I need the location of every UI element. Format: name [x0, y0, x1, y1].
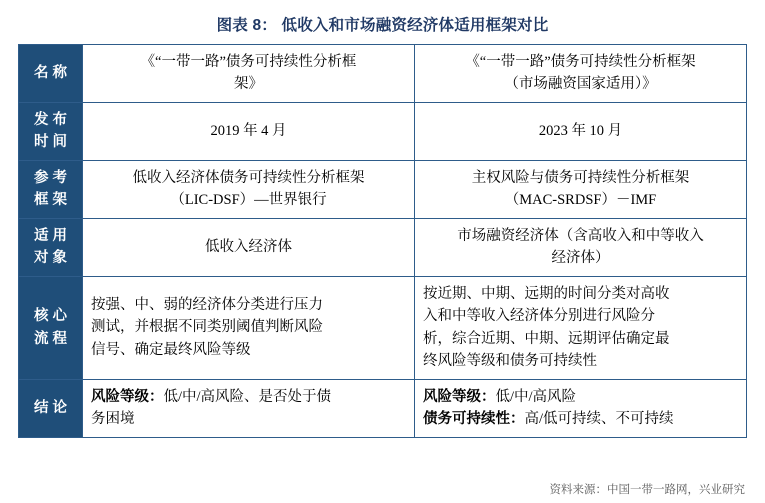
conclusion-line [423, 386, 738, 408]
row-header-name: 名称 [19, 45, 83, 103]
conclusion-label: 风险等级： [423, 388, 496, 405]
table-row [19, 276, 747, 379]
table-row [19, 218, 747, 276]
cell-applicable-object-mac: 市场融资经济体（含高收入和中等收入 经济体） [415, 218, 747, 276]
comparison-table [18, 44, 747, 438]
conclusion-text: 低/中/高风险、是否处于债 [163, 388, 332, 405]
cell-core-process-lic: 按强、中、弱的经济体分类进行压力 测试，并根据不同类别阈值判断风险 信号、确定最终风险等级 [83, 276, 415, 379]
table-row [19, 160, 747, 218]
row-header-core-process: 核心 流程 [19, 276, 83, 379]
conclusion-line [423, 408, 738, 430]
conclusion-text: 务困境 [91, 411, 135, 428]
cell-conclusion-mac [415, 379, 747, 437]
table-row [19, 102, 747, 160]
figure-title: 图表 8： 低收入和市场融资经济体适用框架对比 [216, 17, 549, 34]
row-header-release-time: 发布 时间 [19, 102, 83, 160]
conclusion-line [91, 386, 406, 408]
cell-reference-framework-mac: 主权风险与债务可持续性分析框架 （MAC-SRDSF）－IMF [415, 160, 747, 218]
source-note: 资料来源：中国一带一路网，兴业研究 [549, 484, 745, 496]
cell-name-mac: 《“一带一路”债务可持续性分析框架 （市场融资国家适用）》 [415, 45, 747, 103]
cell-reference-framework-lic: 低收入经济体债务可持续性分析框架 （LIC-DSF）—世界银行 [83, 160, 415, 218]
cell-core-process-mac: 按近期、中期、远期的时间分类对高收 入和中等收入经济体分别进行风险分 析，综合近期、中期、远期评估确定最 终风险等级和债务可持续性 [415, 276, 747, 379]
cell-name-lic: 《“一带一路”债务可持续性分析框 架》 [83, 45, 415, 103]
table-row [19, 379, 747, 437]
conclusion-label: 债务可持续性： [423, 411, 525, 428]
row-header-reference-framework: 参考 框架 [19, 160, 83, 218]
conclusion-text: 低/中/高风险 [495, 388, 577, 405]
conclusion-label: 风险等级： [91, 388, 164, 405]
row-header-applicable-object: 适用 对象 [19, 218, 83, 276]
table-body [19, 45, 747, 438]
conclusion-line [91, 408, 406, 430]
row-header-conclusion: 结论 [19, 379, 83, 437]
table-row [19, 45, 747, 103]
conclusion-text: 高/低可持续、不可持续 [524, 411, 674, 428]
cell-conclusion-lic [83, 379, 415, 437]
cell-release-time-mac: 2023 年 10 月 [415, 102, 747, 160]
cell-applicable-object-lic: 低收入经济体 [83, 218, 415, 276]
cell-release-time-lic: 2019 年 4 月 [83, 102, 415, 160]
